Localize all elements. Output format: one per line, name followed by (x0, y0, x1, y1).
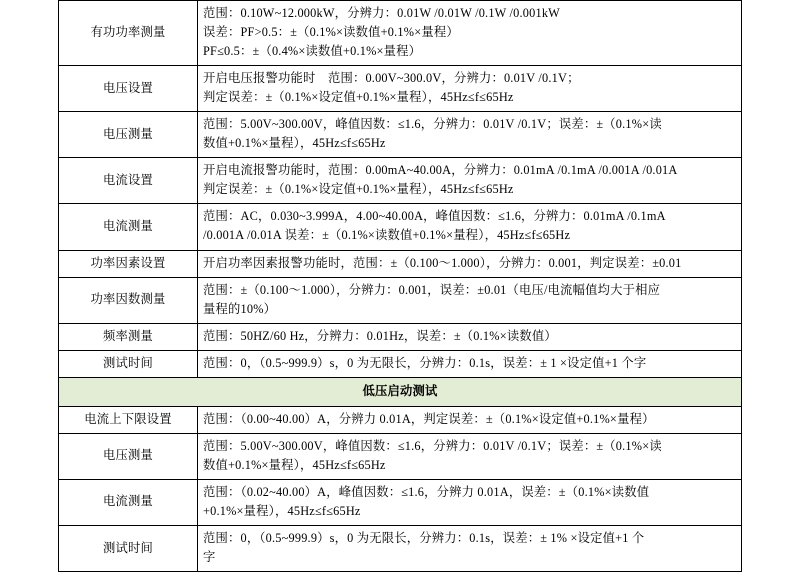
row-value-line: 误差：PF>0.5：±（0.1%×读数值+0.1%×量程） (203, 25, 459, 40)
row-value (198, 526, 742, 572)
row-value (198, 250, 742, 277)
row-value (198, 350, 742, 377)
table-section-row (59, 377, 742, 406)
table-row (59, 350, 742, 377)
table-row (59, 112, 742, 158)
row-value (198, 1, 742, 66)
row-value (198, 66, 742, 112)
table-row (59, 323, 742, 350)
row-value-line: 范围：（0.00~40.00）A，分辨力 0.01A，判定误差：±（0.1%×设定值+0.1%×量程） (203, 411, 655, 426)
row-value-line: 范围：（0.02~40.00）A，峰值因数：≤1.6，分辨力 0.01A，误差：±（0.1%×读数值 (203, 484, 650, 499)
row-label: 电流测量 (59, 204, 198, 250)
row-label: 功率因素设置 (59, 250, 198, 277)
table-row (59, 158, 742, 204)
row-value-line: 范围：5.00V~300.00V，峰值因数：≤1.6，分辨力：0.01V /0.1V；误差：±（0.1%×读 (203, 438, 662, 453)
row-label: 电压设置 (59, 66, 198, 112)
row-value (198, 433, 742, 479)
row-value-line: 判定误差：±（0.1%×设定值+0.1%×量程），45Hz≤f≤65Hz (203, 182, 514, 197)
specification-table (58, 0, 742, 572)
row-value (198, 277, 742, 323)
table-row (59, 66, 742, 112)
row-label: 电压测量 (59, 433, 198, 479)
row-value-line: +0.1%×量程），45Hz≤f≤65Hz (203, 503, 361, 518)
row-label: 频率测量 (59, 323, 198, 350)
table-row (59, 250, 742, 277)
row-value (198, 112, 742, 158)
table-row (59, 526, 742, 572)
row-value-line: 判定误差：±（0.1%×设定值+0.1%×量程），45Hz≤f≤65Hz (203, 90, 514, 105)
row-value-line: PF≤0.5：±（0.4%×读数值+0.1%×量程） (203, 44, 422, 59)
row-label: 电流测量 (59, 479, 198, 525)
row-value-line: 开启功率因素报警功能时，范围：±（0.100～1.000），分辨力：0.001，判定误差：±0.01 (203, 255, 682, 270)
row-label: 测试时间 (59, 526, 198, 572)
row-label: 电压测量 (59, 112, 198, 158)
row-value-line: 数值+0.1%×量程），45Hz≤f≤65Hz (203, 457, 386, 472)
row-value-line: 范围：0，（0.5~999.9）s，0 为无限长，分辨力：0.1s，误差：± 1 ×设定值+1 个字 (203, 355, 647, 370)
row-label: 功率因数测量 (59, 277, 198, 323)
row-value (198, 204, 742, 250)
table-row (59, 1, 742, 66)
table-row (59, 433, 742, 479)
row-value (198, 406, 742, 433)
row-value-line: 范围：50HZ/60 Hz，分辨力：0.01Hz，误差：±（0.1%×读数值） (203, 328, 557, 343)
row-value (198, 323, 742, 350)
row-value (198, 479, 742, 525)
row-value-line: /0.001A /0.01A 误差：±（0.1%×读数值+0.1%×量程），45Hz≤f≤65Hz (203, 228, 571, 243)
row-label: 测试时间 (59, 350, 198, 377)
table-row (59, 277, 742, 323)
row-value (198, 158, 742, 204)
row-value-line: 范围：5.00V~300.00V，峰值因数：≤1.6，分辨力：0.01V /0.1V；误差：±（0.1%×读 (203, 117, 662, 132)
row-value-line: 开启电流报警功能时，范围：0.00mA~40.00A，分辨力：0.01mA /0.1mA /0.001A /0.01A (203, 163, 678, 178)
row-label: 有功功率测量 (59, 1, 198, 66)
row-value-line: 范围：±（0.100～1.000），分辨力：0.001，误差：±0.01（电压/电流幅值均大于相应 (203, 282, 661, 297)
table-row (59, 204, 742, 250)
table-body (59, 1, 742, 572)
row-value-line: 范围：0.10W~12.000kW，分辨力：0.01W /0.01W /0.1W /0.001kW (203, 6, 560, 20)
row-value-line: 范围：0，（0.5~999.9）s，0 为无限长，分辨力：0.1s，误差：± 1% ×设定值+1 个 (203, 531, 645, 546)
row-value-line: 字 (203, 550, 216, 565)
row-value-line: 数值+0.1%×量程），45Hz≤f≤65Hz (203, 136, 386, 151)
row-value-line: 开启电压报警功能时 范围：0.00V~300.0V，分辨力：0.01V /0.1V； (203, 71, 580, 86)
table-row (59, 406, 742, 433)
row-label: 电流设置 (59, 158, 198, 204)
row-value-line: 量程的10%） (203, 301, 277, 316)
table-row (59, 479, 742, 525)
section-title: 低压启动测试 (59, 377, 742, 406)
row-label: 电流上下限设置 (59, 406, 198, 433)
row-value-line: 范围：AC，0.030~3.999A，4.00~40.00A，峰值因数：≤1.6，分辨力：0.01mA /0.1mA (203, 209, 666, 224)
